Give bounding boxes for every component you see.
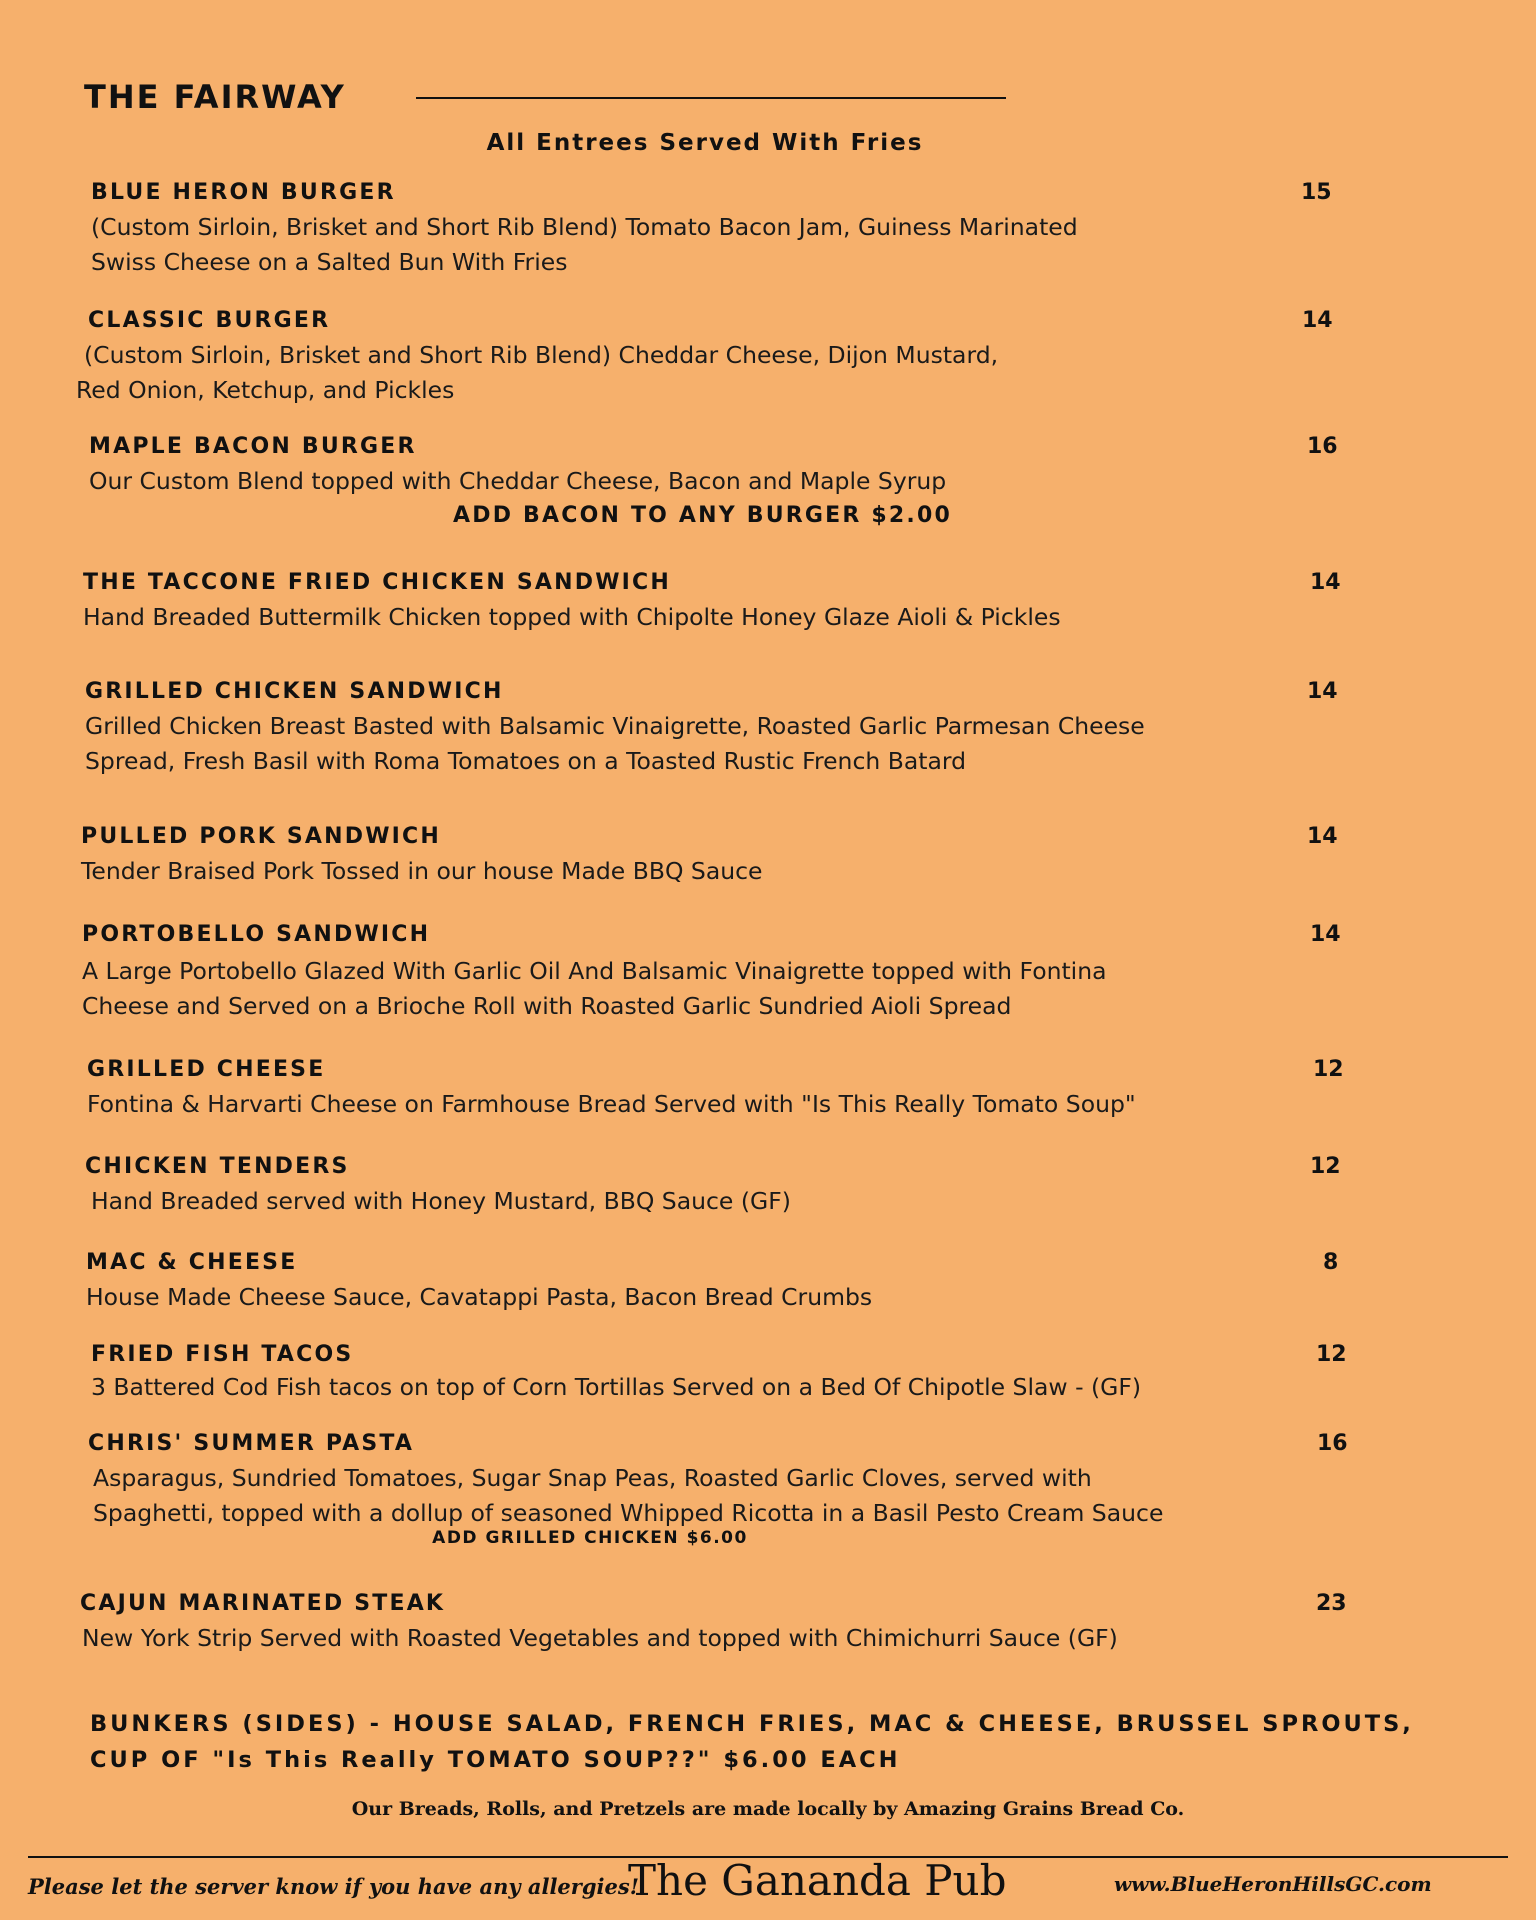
item-name: BLUE HERON BURGER [91,180,396,205]
item-description [85,709,1145,779]
item-name: CLASSIC BURGER [88,308,331,333]
item-description [89,464,946,499]
title-divider [416,97,1006,99]
website-link[interactable]: www.BlueHeronHillsGC.com [1114,1872,1432,1896]
item-description-line: A Large Portobello Glazed With Garlic Oil And Balsamic Vinaigrette topped with Fontina [82,957,1107,985]
item-description-line: Our Custom Blend topped with Cheddar Cheese, Bacon and Maple Syrup [89,467,947,495]
item-name: MAC & CHEESE [86,1250,298,1275]
item-description [91,210,1078,280]
bunkers-line: BUNKERS (SIDES) - HOUSE SALAD, FRENCH FRIES, MAC & CHEESE, BRUSSEL SPROUTS, [90,1711,1414,1737]
item-name: CHICKEN TENDERS [85,1154,350,1179]
item-description-line: Tender Braised Pork Tossed in our house Made BBQ Sauce [81,857,763,885]
item-description-line: Fontina & Harvarti Cheese on Farmhouse Bread Served with "Is This Really Tomato Soup" [87,1090,1136,1118]
item-price: 12 [1316,1342,1347,1367]
item-name: PULLED PORK SANDWICH [81,824,442,849]
item-description-line: Red Onion, Ketchup, and Pickles [76,376,455,404]
item-description [76,338,998,408]
item-description [93,1461,1163,1531]
menu-subtitle: All Entrees Served With Fries [486,130,924,156]
item-description-line: House Made Cheese Sauce, Cavatappi Pasta, Bacon Bread Crumbs [86,1283,873,1311]
item-price: 8 [1323,1250,1339,1275]
item-price: 14 [1307,824,1338,849]
item-description-line: Cheese and Served on a Brioche Roll with Roasted Garlic Sundried Aioli Spread [82,992,1012,1020]
item-description-line: (Custom Sirloin, Brisket and Short Rib Blend) Cheddar Cheese, Dijon Mustard, [84,341,999,369]
bunkers-sides [90,1706,1414,1778]
item-name: CAJUN MARINATED STEAK [80,1591,446,1616]
item-description-line: (Custom Sirloin, Brisket and Short Rib Blend) Tomato Bacon Jam, Guiness Marinated [91,213,1078,241]
item-description-line: Swiss Cheese on a Salted Bun With Fries [91,248,568,276]
item-description-line: Hand Breaded served with Honey Mustard, BBQ Sauce (GF) [91,1187,791,1215]
item-description [82,1621,1118,1656]
item-description-line: Grilled Chicken Breast Basted with Balsamic Vinaigrette, Roasted Garlic Parmesan Cheese [85,712,1145,740]
item-description [87,1087,1136,1122]
item-price: 15 [1301,180,1332,205]
item-description [82,954,1107,1024]
item-price: 23 [1316,1591,1347,1616]
item-name: PORTOBELLO SANDWICH [82,922,431,947]
item-description [91,1184,791,1219]
add-chicken-note: ADD GRILLED CHICKEN $6.00 [432,1528,748,1548]
item-price: 14 [1310,570,1341,595]
item-description-line: 3 Battered Cod Fish tacos on top of Corn Tortillas Served on a Bed Of Chipotle Slaw - (GF) [91,1373,1142,1401]
item-description [91,1370,1141,1405]
item-price: 12 [1313,1057,1344,1082]
item-description-line: Spread, Fresh Basil with Roma Tomatoes on a Toasted Rustic French Batard [85,747,967,775]
item-price: 14 [1302,308,1333,333]
item-description-line: New York Strip Served with Roasted Vegetables and topped with Chimichurri Sauce (GF) [82,1624,1118,1652]
item-description-line: Asparagus, Sundried Tomatoes, Sugar Snap Peas, Roasted Garlic Cloves, served with [93,1464,1092,1492]
menu-title: THE FAIRWAY [84,78,346,116]
item-name: CHRIS' SUMMER PASTA [88,1431,415,1456]
item-price: 12 [1310,1154,1341,1179]
pub-name: The Gananda Pub [628,1856,1007,1905]
item-name: THE TACCONE FRIED CHICKEN SANDWICH [83,570,672,595]
item-description-line: Spaghetti, topped with a dollup of seasoned Whipped Ricotta in a Basil Pesto Cream Sauce [93,1499,1164,1527]
item-name: FRIED FISH TACOS [91,1342,354,1367]
item-price: 14 [1307,679,1338,704]
bread-note: Our Breads, Rolls, and Pretzels are made locally by Amazing Grains Bread Co. [351,1798,1185,1820]
item-description [86,1280,872,1315]
item-description [83,600,1061,635]
item-price: 16 [1317,1431,1348,1456]
item-price: 16 [1307,434,1338,459]
item-name: GRILLED CHICKEN SANDWICH [85,679,504,704]
item-description [81,854,763,889]
bunkers-line: CUP OF "Is This Really TOMATO SOUP??" $6.00 EACH [90,1747,901,1773]
item-name: GRILLED CHEESE [87,1057,326,1082]
item-price: 14 [1310,922,1341,947]
add-bacon-note: ADD BACON TO ANY BURGER $2.00 [453,503,952,528]
allergy-note: Please let the server know if you have any allergies! [28,1874,639,1899]
item-description-line: Hand Breaded Buttermilk Chicken topped with Chipolte Honey Glaze Aioli & Pickles [83,603,1061,631]
item-name: MAPLE BACON BURGER [89,434,417,459]
